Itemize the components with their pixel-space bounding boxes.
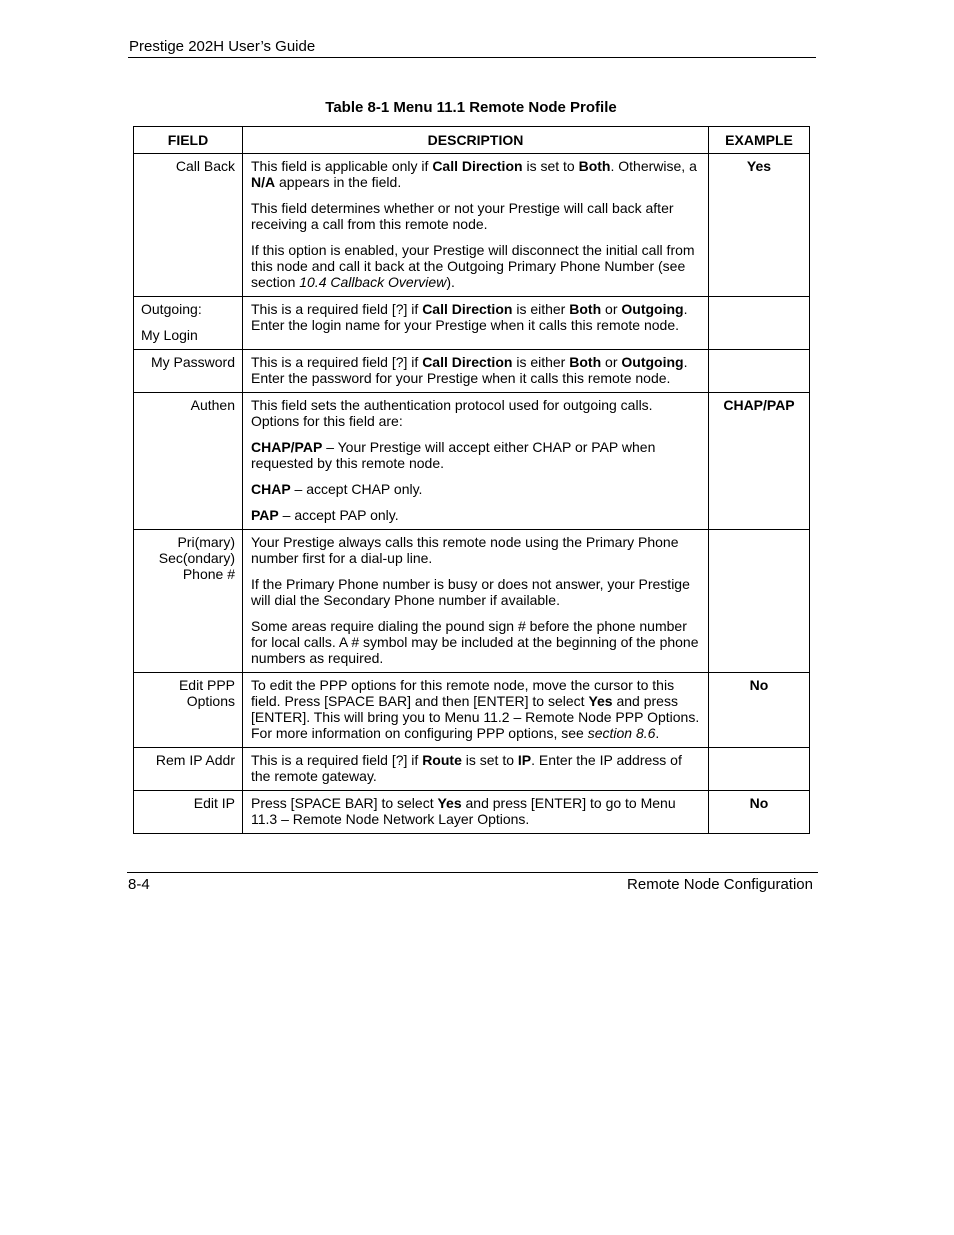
example-edit-ip: No bbox=[709, 791, 810, 834]
column-header-description: DESCRIPTION bbox=[243, 127, 709, 154]
field-authen: Authen bbox=[134, 393, 243, 530]
page-number: 8-4 bbox=[128, 876, 150, 893]
example-my-password bbox=[709, 350, 810, 393]
description-authen bbox=[243, 393, 709, 530]
paragraph: This is a required field [?] if Route is set to IP. Enter the IP address of the remote gateway. bbox=[251, 752, 682, 784]
paragraph: This is a required field [?] if Call Direction is either Both or Outgoing. Enter the login name for your Prestige when it calls this remote node. bbox=[251, 301, 688, 333]
column-header-example: EXAMPLE bbox=[709, 127, 810, 154]
paragraph: To edit the PPP options for this remote node, move the cursor to this field. Press [SPACE BAR] and then [ENTER] to select Yes and press [ENTER]. This will bring you to Menu 11.2 – Remote Node PPP Options. For more information on configuring PPP options, see section 8.6. bbox=[251, 677, 700, 741]
example-rem-ip-addr bbox=[709, 748, 810, 791]
paragraph: Some areas require dialing the pound sign # before the phone number for local calls. A # symbol may be included at the beginning of the phone numbers as required. bbox=[251, 618, 699, 666]
field-my-login: Outgoing: My Login bbox=[134, 297, 243, 350]
paragraph: This field sets the authentication protocol used for outgoing calls. Options for this field are: bbox=[251, 397, 653, 429]
running-footer bbox=[127, 872, 818, 893]
field-rem-ip-addr: Rem IP Addr bbox=[134, 748, 243, 791]
paragraph: CHAP – accept CHAP only. bbox=[251, 481, 423, 497]
paragraph: This field determines whether or not your Prestige will call back after receiving a call from this remote node. bbox=[251, 200, 674, 232]
table-row-rem-ip-addr bbox=[134, 748, 810, 791]
table-row-authen bbox=[134, 393, 810, 530]
remote-node-profile-table bbox=[133, 126, 810, 834]
field-edit-ip: Edit IP bbox=[134, 791, 243, 834]
paragraph: If this option is enabled, your Prestige will disconnect the initial call from this node and call it back at the Outgoing Primary Phone Number (see section 10.4 Callback Overview). bbox=[251, 242, 695, 290]
example-edit-ppp: No bbox=[709, 673, 810, 748]
table-row-phone bbox=[134, 530, 810, 673]
description-phone bbox=[243, 530, 709, 673]
paragraph: Your Prestige always calls this remote node using the Primary Phone number first for a dial-up line. bbox=[251, 534, 679, 566]
description-edit-ip bbox=[243, 791, 709, 834]
running-header bbox=[128, 37, 816, 58]
description-rem-ip-addr bbox=[243, 748, 709, 791]
table-caption: Table 8-1 Menu 11.1 Remote Node Profile bbox=[325, 99, 617, 116]
field-phone: Pri(mary) Sec(ondary) Phone # bbox=[134, 530, 243, 673]
paragraph: If the Primary Phone number is busy or does not answer, your Prestige will dial the Secondary Phone number if available. bbox=[251, 576, 690, 608]
description-edit-ppp bbox=[243, 673, 709, 748]
description-call-back bbox=[243, 154, 709, 297]
paragraph: PAP – accept PAP only. bbox=[251, 507, 399, 523]
table-row-call-back bbox=[134, 154, 810, 297]
description-my-password bbox=[243, 350, 709, 393]
paragraph: Press [SPACE BAR] to select Yes and press [ENTER] to go to Menu 11.3 – Remote Node Network Layer Options. bbox=[251, 795, 676, 827]
table-row-my-password bbox=[134, 350, 810, 393]
column-header-field: FIELD bbox=[134, 127, 243, 154]
paragraph: This field is applicable only if Call Direction is set to Both. Otherwise, a N/A appears in the field. bbox=[251, 158, 697, 190]
field-edit-ppp: Edit PPP Options bbox=[134, 673, 243, 748]
field-my-password: My Password bbox=[134, 350, 243, 393]
table-row-edit-ip bbox=[134, 791, 810, 834]
paragraph: CHAP/PAP – Your Prestige will accept either CHAP or PAP when requested by this remote node. bbox=[251, 439, 656, 471]
example-authen: CHAP/PAP bbox=[709, 393, 810, 530]
example-my-login bbox=[709, 297, 810, 350]
table-row-edit-ppp bbox=[134, 673, 810, 748]
table-row-my-login bbox=[134, 297, 810, 350]
paragraph: This is a required field [?] if Call Direction is either Both or Outgoing. Enter the password for your Prestige when it calls this remote node. bbox=[251, 354, 688, 386]
table-header-row bbox=[134, 127, 810, 154]
guide-title: Prestige 202H User’s Guide bbox=[129, 38, 316, 55]
description-my-login bbox=[243, 297, 709, 350]
field-call-back: Call Back bbox=[134, 154, 243, 297]
example-call-back: Yes bbox=[709, 154, 810, 297]
section-title: Remote Node Configuration bbox=[627, 876, 813, 893]
example-phone bbox=[709, 530, 810, 673]
